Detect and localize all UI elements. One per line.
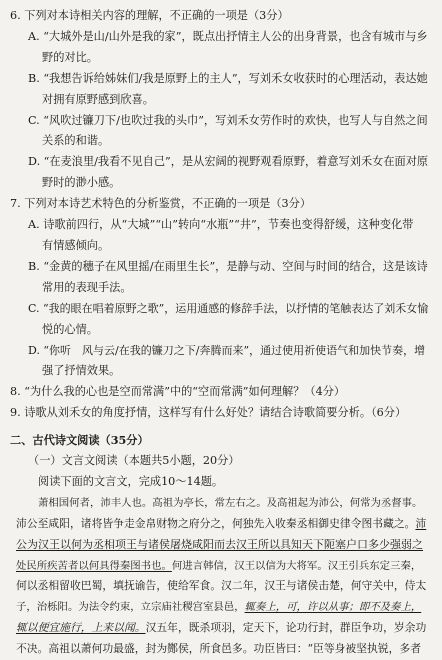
question-8: 8. “为什么我的心也是空而常满”中的“空而常满”如何理解？（4分） bbox=[10, 385, 346, 399]
underlined-sentence: 沛 bbox=[415, 516, 427, 530]
q6-option-a: A. “大城外是山/山外是我的家”，既点出抒情主人公的出身背景，也含有城市与乡 bbox=[28, 29, 428, 43]
passage-text: 何独先入收秦丞相御史律令图书藏之。 bbox=[231, 516, 416, 530]
question-9: 9. 诗歌从刘禾女的角度抒情，这样写有什么好处？请结合诗歌简要分析。（6分） bbox=[10, 406, 407, 420]
passage-line-5 bbox=[10, 576, 428, 597]
q7-option-a: A. 诗歌前四行，从“大城”“山”转向“水瓶”“井”，节奏也变得舒缓，这种变化带 bbox=[28, 218, 414, 232]
passage-text: 沛公至咸阳，诸将皆争走金帛财物之府分之， bbox=[16, 516, 232, 530]
passage-line-7 bbox=[10, 618, 428, 639]
q6-option-d: D. “在麦浪里/我看不见自己”，是从宏阔的视野观看原野，着意写刘禾女在面对原 bbox=[28, 155, 428, 169]
section-title: 二、古代诗文阅读（35分） bbox=[10, 433, 149, 448]
underlined-italic-sentence: 辄奏上，可，许以从事；即不及奏上， bbox=[244, 601, 422, 614]
passage-line-3 bbox=[10, 535, 428, 556]
passage-line-1 bbox=[10, 493, 428, 514]
underlined-italic-sentence: 辄以便宜施行，上来以闻。 bbox=[16, 621, 146, 635]
passage-text: 何进言韩信，汉王以信为大将军。汉王引兵东定三秦， bbox=[171, 559, 422, 572]
q7-option-a-cont: 有情感倾向。 bbox=[42, 238, 110, 252]
q6-option-b-cont: 对拥有原野感到欣喜。 bbox=[42, 92, 154, 106]
subsection-title: （一）文言文阅读（本题共5小题，20分） bbox=[28, 454, 240, 468]
q6-option-c-cont: 关系的和谐。 bbox=[42, 134, 110, 148]
passage-text: 子，治栎阳。为法令约束，立宗庙社稷宫室县邑， bbox=[16, 601, 245, 614]
q7-option-c-cont: 悦的心情。 bbox=[42, 322, 98, 336]
q6-option-a-cont: 野的对比。 bbox=[42, 50, 98, 64]
passage-text: 不决。高祖以萧何功最盛，封为酂侯，所食邑多。功臣皆曰：“臣等身被坚执锐，多者 bbox=[16, 642, 422, 656]
q7-option-c: C. “我的眼在唱着原野之歌”，运用通感的修辞手法，以抒情的笔触表达了刘禾女愉 bbox=[28, 301, 428, 315]
passage-text: 萧相国何者，沛丰人也。高祖为亭长，常左右之。及高祖起为沛公，何常为丞督事。 bbox=[38, 496, 423, 509]
underlined-sentence: 处民所疾苦者以何具得秦图书也。 bbox=[16, 559, 172, 572]
reading-instruction: 阅读下面的文言文，完成10～14题。 bbox=[38, 474, 224, 488]
passage-line-2 bbox=[10, 514, 428, 535]
question-7-stem: 7. 下列对本诗艺术特色的分析鉴赏，不正确的一项是（3分） bbox=[10, 197, 312, 211]
q7-option-d-cont: 强了抒情效果。 bbox=[42, 364, 121, 378]
q7-option-b-cont: 常用的表现手法。 bbox=[42, 280, 132, 294]
question-6-stem: 6. 下列对本诗相关内容的理解，不正确的一项是（3分） bbox=[10, 9, 289, 22]
passage-line-8 bbox=[10, 639, 428, 660]
q6-option-c: C. “风吹过镰刀下/也吹过我的头巾”，写刘禾女劳作时的欢快，也写人与自然之间 bbox=[28, 113, 428, 127]
q6-option-b: B. “我想告诉给姊妹们/我是原野上的主人”，写刘禾女收获时的心理活动，表达她 bbox=[28, 71, 428, 85]
passage-text: 汉五年，既杀项羽，定天下，论功行封，群臣争功，岁余功 bbox=[145, 621, 427, 635]
underlined-sentence: 公为汉王以何为丞相项王与诸侯屠烧咸阳而去汉王所以具知天下阨塞户口多少强弱之 bbox=[16, 537, 423, 551]
passage-line-6 bbox=[10, 597, 428, 618]
q7-option-d: D. “你听 风与云/在我的镰刀之下/奔腾而来”，通过使用祈使语气和加快节奏，增 bbox=[28, 343, 426, 357]
q6-option-d-cont: 野时的渺小感。 bbox=[42, 176, 121, 190]
passage-text: 何以丞相留收巴蜀，填抚谕告，使给军食。汉二年，汉王与诸侯击楚，何守关中，侍太 bbox=[16, 579, 427, 593]
q7-option-b: B. “金黄的穗子在风里摇/在雨里生长”，是静与动、空间与时间的结合，这是该诗 bbox=[28, 259, 428, 273]
passage-line-4 bbox=[10, 556, 428, 577]
